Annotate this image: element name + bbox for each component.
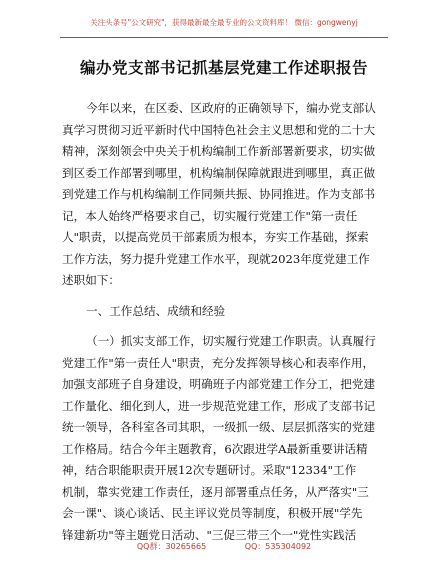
promo-banner: 关注头条号"公文研究"，获得最新最全最专业的公文资料库！ 微信：gongwenyj [90, 18, 358, 27]
text-line: 加强支部班子自身建设，明确班子内部党建工作分工，把党建 [62, 377, 376, 391]
text-line: 工作量化、细化到人，进一步规范党建工作，形成了支部书记 [62, 398, 376, 413]
text-line: 统一领导，各科室各司其职，一级抓一级、层层抓落实的党建 [62, 420, 376, 434]
text-line: 工作方法，努力提升党建工作水平，现就2023年度党建工作 [62, 251, 370, 266]
paragraph-item-1 [62, 331, 392, 546]
text-line: 党建工作"第一责任人"职责，充分发挥领导核心和表率作用， [62, 355, 375, 370]
footer-qq-group: QQ群：30265665 [136, 542, 207, 551]
footer-contact [0, 541, 448, 552]
text-line: 今年以来，在区委、区政府的正确领导下，编办党支部认 [86, 101, 376, 115]
paragraph-intro [62, 98, 392, 292]
text-line: 神，结合职能职责开展12次专题研讨。采取"12334"工作 [62, 463, 357, 477]
text-line: 锋建新功"等主题党日活动、"三促三带三个一"党性实践活 [62, 527, 357, 542]
text-line: 记，本人始终严格要求自己，切实履行党建工作"第一责任 [62, 208, 358, 223]
text-line: 会一课"、谈心谈话、民主评议党员等制度，积极开展"学先 [62, 506, 363, 520]
text-line: 到区委工作部署到哪里，机构编制保障就跟进到哪里，真正做 [62, 165, 376, 180]
section-heading: 一、工作总结、成绩和经验 [86, 303, 226, 318]
footer-qq: QQ：535304092 [244, 542, 312, 551]
text-line: 机制，靠实党建工作责任，逐月部署重点任务，从严落实"三 [62, 484, 369, 499]
document-body [62, 98, 392, 546]
text-line: 人"职责，以提高党员干部素质为根本，夯实工作基础，探索 [62, 230, 369, 244]
text-line: 精神，深刻领会中央关于机构编制工作新部署新要求，切实做 [62, 144, 376, 158]
document-title: 编办党支部书记抓基层党建工作述职报告 [79, 58, 368, 77]
text-line: 真学习贯彻习近平新时代中国特色社会主义思想和党的二十大 [62, 122, 376, 137]
text-line: 工作格局。结合今年主题教育，6次跟进学A最新重要讲话精 [62, 441, 368, 456]
text-line: 述职如下： [62, 273, 120, 287]
text-line: 到党建工作与机构编制工作同频共振、协同推进。作为支部书 [62, 187, 376, 201]
text-line: （一）抓实支部工作，切实履行党建工作职责。认真履行 [86, 334, 376, 348]
banner-divider [60, 37, 388, 38]
